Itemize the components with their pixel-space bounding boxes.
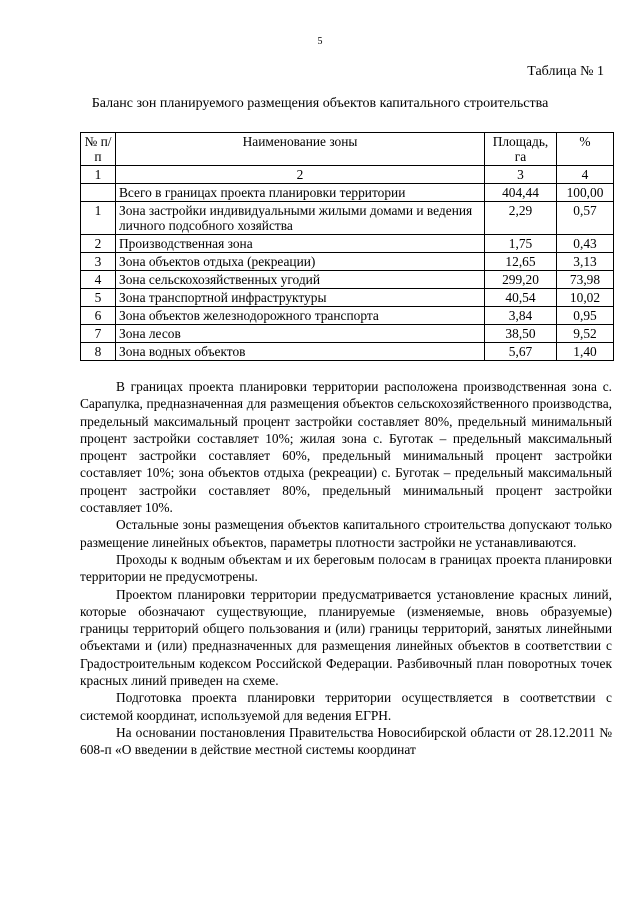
row-percent: 10,02 bbox=[557, 289, 614, 307]
row-zone-name: Зона транспортной инфраструктуры bbox=[116, 289, 485, 307]
header-num: № п/п bbox=[81, 133, 116, 166]
table-row bbox=[81, 271, 614, 289]
row-percent: 100,00 bbox=[557, 184, 614, 202]
table-label: Таблица № 1 bbox=[527, 64, 604, 79]
paragraph: В границах проекта планировки территории расположена производственная зона с. Сарапулка, предназначенная для размещения объектов сельскохозяйственного производства, предельный максимальный процент застройки составляет 80%, предельный минимальный процент застройки составляет 10%; жилая зона с. Буготак – предельный максимальный процент застройки составляет 60%, предельный минимальный процент застройки составляет 10%; зона объектов отдыха (рекреации) с. Буготак – предельный максимальный процент застройки составляет 80%, предельный минимальный процент застройки составляет 10%. bbox=[80, 379, 612, 516]
paragraph: Подготовка проекта планировки территории осуществляется в соответствии с системой координат, используемой для ведения ЕГРН. bbox=[80, 690, 612, 723]
row-area: 404,44 bbox=[485, 184, 557, 202]
row-num bbox=[81, 184, 116, 202]
paragraph: Остальные зоны размещения объектов капитального строительства допускают только размещение линейных объектов, параметры плотности застройки не устанавливаются. bbox=[80, 517, 612, 550]
row-zone-name: Зона объектов железнодорожного транспорта bbox=[116, 307, 485, 325]
row-num: 8 bbox=[81, 343, 116, 361]
table-row bbox=[81, 343, 614, 361]
header-percent: % bbox=[557, 133, 614, 166]
row-area: 40,54 bbox=[485, 289, 557, 307]
table-row bbox=[81, 307, 614, 325]
row-zone-name: Зона сельскохозяйственных угодий bbox=[116, 271, 485, 289]
header-area: Площадь, га bbox=[485, 133, 557, 166]
row-num: 6 bbox=[81, 307, 116, 325]
row-zone-name: Зона объектов отдыха (рекреации) bbox=[116, 253, 485, 271]
row-percent: 0,95 bbox=[557, 307, 614, 325]
zone-balance-table bbox=[80, 132, 614, 361]
paragraph: Проходы к водным объектам и их береговым полосам в границах проекта планировки территории не предусмотрены. bbox=[80, 551, 612, 585]
row-percent: 9,52 bbox=[557, 325, 614, 343]
row-num: 7 bbox=[81, 325, 116, 343]
table-row bbox=[81, 253, 614, 271]
table-header-row bbox=[81, 133, 614, 166]
row-area: 5,67 bbox=[485, 343, 557, 361]
row-num: 5 bbox=[81, 289, 116, 307]
row-num: 2 bbox=[81, 235, 116, 253]
column-number: 1 bbox=[81, 166, 116, 184]
table-row bbox=[81, 325, 614, 343]
row-zone-name: Зона застройки индивидуальными жилыми домами и ведения личного подсобного хозяйства bbox=[116, 202, 485, 235]
row-area: 38,50 bbox=[485, 325, 557, 343]
row-area: 2,29 bbox=[485, 202, 557, 235]
page-number: 5 bbox=[317, 36, 323, 47]
row-num: 1 bbox=[81, 202, 116, 235]
table-row bbox=[81, 184, 614, 202]
paragraph: Проектом планировки территории предусматривается установление красных линий, которые обозначают существующие, планируемые (изменяемые, вновь образуемые) границы территорий общего пользования и (или) границы территорий, занятых линейными объектами и (или) предназначенных для размещения линейных объектов в соответствии с Градостроительным кодексом Российской Федерации. Разбивочный план поворотных точек красных линий приведен на схеме. bbox=[80, 586, 612, 689]
table-row bbox=[81, 235, 614, 253]
row-area: 299,20 bbox=[485, 271, 557, 289]
column-number: 2 bbox=[116, 166, 485, 184]
table-row bbox=[81, 202, 614, 235]
row-area: 3,84 bbox=[485, 307, 557, 325]
table-row bbox=[81, 289, 614, 307]
column-number: 3 bbox=[485, 166, 557, 184]
row-percent: 0,57 bbox=[557, 202, 614, 235]
table-body bbox=[81, 184, 614, 361]
row-zone-name: Зона лесов bbox=[116, 325, 485, 343]
row-percent: 0,43 bbox=[557, 235, 614, 253]
row-zone-name: Всего в границах проекта планировки территории bbox=[116, 184, 485, 202]
paragraph: На основании постановления Правительства Новосибирской области от 28.12.2011 № 608-п «О введении в действие местной системы координат bbox=[80, 724, 612, 758]
row-num: 3 bbox=[81, 253, 116, 271]
row-area: 12,65 bbox=[485, 253, 557, 271]
row-percent: 73,98 bbox=[557, 271, 614, 289]
body-text bbox=[80, 378, 612, 759]
row-num: 4 bbox=[81, 271, 116, 289]
row-zone-name: Производственная зона bbox=[116, 235, 485, 253]
row-area: 1,75 bbox=[485, 235, 557, 253]
column-number-row bbox=[81, 166, 614, 184]
table-title: Баланс зон планируемого размещения объектов капитального строительства bbox=[91, 96, 549, 111]
row-percent: 1,40 bbox=[557, 343, 614, 361]
row-zone-name: Зона водных объектов bbox=[116, 343, 485, 361]
column-number: 4 bbox=[557, 166, 614, 184]
row-percent: 3,13 bbox=[557, 253, 614, 271]
header-name: Наименование зоны bbox=[116, 133, 485, 166]
